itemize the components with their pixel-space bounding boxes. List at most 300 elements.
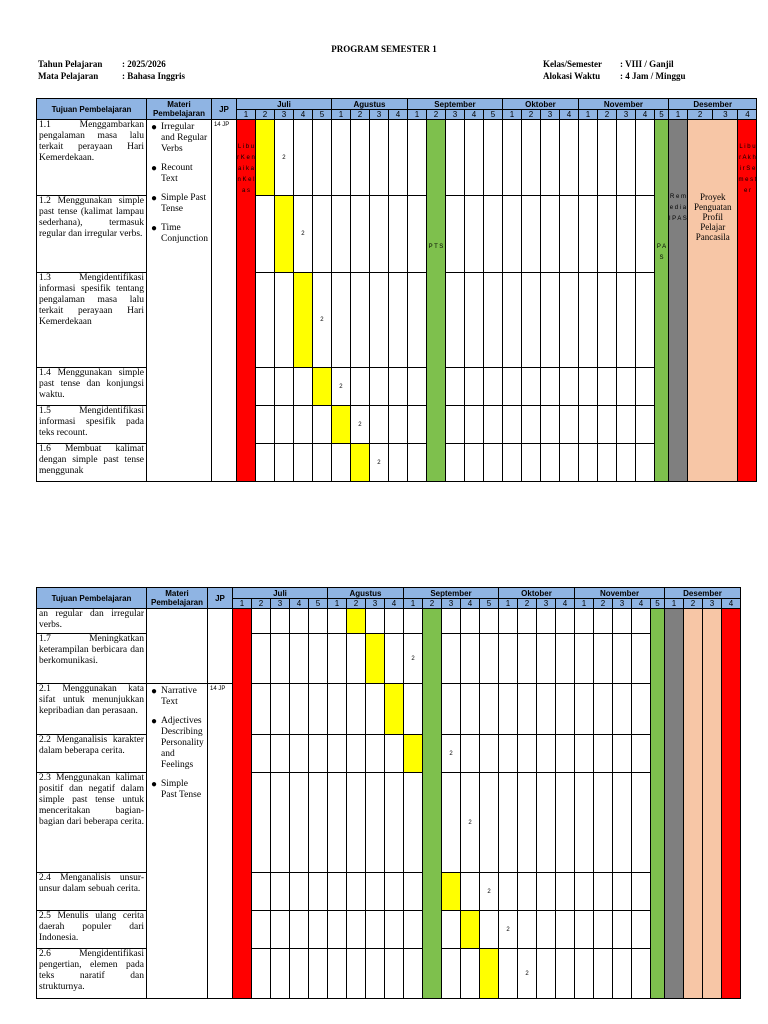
header-month: September — [407, 99, 502, 110]
header-week: 5 — [309, 599, 328, 609]
table-row — [37, 773, 741, 873]
week-cell — [594, 911, 613, 949]
materi-text: Simple Past Tense — [161, 193, 207, 214]
table-row — [37, 273, 757, 368]
header-materi: Materi Pembelajaran — [147, 588, 208, 609]
tujuan-cell — [37, 949, 147, 999]
week-cell — [464, 368, 483, 406]
week-cell — [518, 911, 537, 949]
week-cell — [635, 120, 654, 196]
header-week: 4 — [290, 599, 309, 609]
week-cell — [290, 684, 309, 735]
week-cell — [252, 873, 271, 911]
week-cell — [369, 120, 388, 196]
week-cell — [540, 368, 559, 406]
week-cell — [404, 949, 423, 999]
week-cell — [404, 873, 423, 911]
week-cell — [537, 634, 556, 684]
table-row — [37, 406, 757, 444]
week-cell — [290, 949, 309, 999]
libur-kenaikan-column-label: L i b u r K e n a i k a n K e l a s — [237, 144, 255, 194]
week-cell — [271, 609, 290, 634]
week-cell — [483, 444, 502, 482]
header-week: 3 — [366, 599, 385, 609]
week-cell — [537, 684, 556, 735]
week-cell — [385, 684, 404, 735]
week-cell — [575, 873, 594, 911]
week-cell — [597, 196, 616, 273]
week-cell — [445, 120, 464, 196]
table-row — [37, 949, 741, 999]
week-cell — [613, 735, 632, 773]
remedial-column-label: R e m e d i a l P A S — [669, 194, 687, 222]
week-cell: 2 — [461, 773, 480, 873]
tujuan-cell — [37, 444, 147, 482]
week-cell — [594, 949, 613, 999]
week-cell — [385, 609, 404, 634]
week-cell — [613, 634, 632, 684]
tujuan-text: 1.1 Menggambarkan pengalaman masa lalu terkait perayaan Hari Kemerdekaan. — [39, 120, 144, 163]
header-week: 3 — [613, 599, 632, 609]
week-cell — [442, 684, 461, 735]
week-cell — [540, 444, 559, 482]
week-cell — [252, 949, 271, 999]
header-week: 3 — [369, 110, 388, 120]
week-cell — [537, 735, 556, 773]
week-cell — [499, 949, 518, 999]
tujuan-cell — [37, 911, 147, 949]
week-cell — [578, 196, 597, 273]
week-cell — [483, 406, 502, 444]
header-month: Juli — [233, 588, 328, 599]
week-cell — [347, 911, 366, 949]
bullet-icon: ● — [150, 686, 158, 697]
header-week: 4 — [738, 110, 757, 120]
week-cell — [464, 444, 483, 482]
week-cell — [502, 444, 521, 482]
week-cell — [293, 444, 312, 482]
week-cell — [369, 196, 388, 273]
week-cell — [271, 911, 290, 949]
meta-left — [38, 59, 185, 81]
week-cell — [366, 911, 385, 949]
week-cell — [461, 634, 480, 684]
header-month: Agustus — [328, 588, 404, 599]
tujuan-cell — [37, 773, 147, 873]
tujuan-text: 1.2 Menggunakan simple past tense (kalimat lampau sederhana), termasuk regular dan irregular verbs. — [39, 196, 144, 239]
week-cell — [578, 444, 597, 482]
week-cell — [312, 120, 331, 196]
week-cell — [388, 273, 407, 368]
week-cell — [632, 634, 651, 684]
header-week: 3 — [271, 599, 290, 609]
week-cell — [328, 911, 347, 949]
week-cell — [540, 196, 559, 273]
week-cell — [518, 609, 537, 634]
week-cell — [347, 609, 366, 634]
week-cell — [366, 873, 385, 911]
header-week: 4 — [464, 110, 483, 120]
week-cell — [388, 406, 407, 444]
week-cell — [366, 735, 385, 773]
header-month: September — [404, 588, 499, 599]
week-cell — [445, 273, 464, 368]
week-cell — [594, 873, 613, 911]
week-cell — [442, 609, 461, 634]
week-cell — [635, 273, 654, 368]
week-cell — [575, 684, 594, 735]
week-cell — [559, 196, 578, 273]
header-materi: Materi Pembelajaran — [147, 99, 212, 120]
page-title: PROGRAM SEMESTER 1 — [331, 44, 437, 54]
kelas-value: : VIII / Ganjil — [620, 59, 674, 69]
week-cell — [347, 949, 366, 999]
header-week: 4 — [556, 599, 575, 609]
week-cell — [350, 368, 369, 406]
week-cell — [271, 634, 290, 684]
week-cell — [521, 196, 540, 273]
week-cell — [575, 773, 594, 873]
week-cell — [366, 949, 385, 999]
header-month: Agustus — [331, 99, 407, 110]
week-cell — [369, 273, 388, 368]
week-cell: 2 — [404, 634, 423, 684]
materi-text: Time Conjunction — [161, 223, 208, 244]
materi-text: Adjectives Describing Personality and Feelings — [161, 716, 204, 770]
week-cell — [575, 911, 594, 949]
week-cell — [461, 684, 480, 735]
week-cell: 2 — [518, 949, 537, 999]
header-week: 2 — [426, 110, 445, 120]
header-week: 3 — [274, 110, 293, 120]
header-week: 2 — [347, 599, 366, 609]
week-cell — [331, 406, 350, 444]
table-row — [37, 684, 741, 735]
week-cell — [385, 735, 404, 773]
week-cell — [255, 406, 274, 444]
header-week: 1 — [404, 599, 423, 609]
week-cell — [575, 609, 594, 634]
week-cell — [388, 120, 407, 196]
week-cell — [271, 873, 290, 911]
jp-total: 14 JP — [213, 122, 230, 128]
week-cell — [328, 773, 347, 873]
week-cell — [445, 368, 464, 406]
week-cell — [613, 873, 632, 911]
week-cell — [632, 949, 651, 999]
week-cell — [350, 444, 369, 482]
materi-text: Simple Past Tense — [161, 779, 202, 800]
proyek-column-2 — [703, 609, 722, 999]
week-cell — [290, 609, 309, 634]
week-cell — [328, 735, 347, 773]
week-cell — [252, 634, 271, 684]
week-cell — [252, 609, 271, 634]
week-cell — [309, 911, 328, 949]
bullet-icon: ● — [150, 163, 158, 174]
table-row — [37, 444, 757, 482]
week-cell — [578, 368, 597, 406]
tujuan-text: 2.1 Menggunakan kata sifat untuk menunjukkan kepribadian dan perasaan. — [39, 684, 144, 716]
tujuan-cell — [37, 735, 147, 773]
header-week: 4 — [559, 110, 578, 120]
week-cell — [461, 609, 480, 634]
week-cell — [293, 368, 312, 406]
week-cell — [366, 634, 385, 684]
week-cell — [464, 120, 483, 196]
header-week: 1 — [575, 599, 594, 609]
week-cell — [293, 406, 312, 444]
week-cell — [597, 406, 616, 444]
week-cell — [521, 120, 540, 196]
week-cell — [312, 444, 331, 482]
week-cell — [502, 368, 521, 406]
week-cell — [385, 773, 404, 873]
week-cell — [575, 949, 594, 999]
materi-item — [147, 223, 208, 245]
week-cell — [502, 196, 521, 273]
week-cell — [271, 773, 290, 873]
pts-column-label: P T S — [428, 244, 444, 250]
week-cell — [559, 444, 578, 482]
week-cell — [556, 735, 575, 773]
header-month: November — [578, 99, 668, 110]
header-week: 4 — [385, 599, 404, 609]
week-cell — [290, 634, 309, 684]
tujuan-cell — [37, 368, 147, 406]
week-cell — [464, 406, 483, 444]
week-cell — [255, 120, 274, 196]
week-cell — [252, 735, 271, 773]
week-cell — [385, 949, 404, 999]
week-cell — [407, 368, 426, 406]
week-cell — [537, 773, 556, 873]
mapel-value: : Bahasa Inggris — [122, 71, 186, 81]
week-cell — [594, 684, 613, 735]
header-week: 4 — [722, 599, 741, 609]
week-cell — [616, 368, 635, 406]
header-week: 2 — [594, 599, 613, 609]
week-cell — [597, 120, 616, 196]
week-cell — [274, 196, 293, 273]
week-cell — [540, 120, 559, 196]
week-cell — [502, 406, 521, 444]
materi-item — [147, 193, 208, 215]
header-week: 1 — [407, 110, 426, 120]
header-month: Oktober — [499, 588, 575, 599]
tujuan-text: 1.3 Mengidentifikasi informasi spesifik tentang pengalaman masa lalu terkait perayaan Hari Kemerdekaan — [39, 273, 144, 327]
week-cell — [366, 684, 385, 735]
week-cell — [388, 444, 407, 482]
week-cell — [404, 609, 423, 634]
week-cell — [442, 873, 461, 911]
materi-text: Narrative Text — [161, 686, 197, 707]
table-row — [37, 368, 757, 406]
week-cell — [385, 634, 404, 684]
week-cell — [480, 949, 499, 999]
week-cell — [442, 773, 461, 873]
kelas-label: Kelas/Semester — [543, 59, 602, 69]
week-cell — [385, 873, 404, 911]
week-cell — [404, 684, 423, 735]
week-cell — [331, 444, 350, 482]
header-week: 2 — [684, 599, 703, 609]
header-week: 3 — [537, 599, 556, 609]
week-cell — [464, 273, 483, 368]
week-cell: 2 — [499, 911, 518, 949]
header-week: 4 — [388, 110, 407, 120]
tujuan-text: 2.3 Menggunakan kalimat positif dan negatif dalam simple past tense untuk menceritakan bagian-bagian dari beberapa cerita. — [39, 773, 144, 827]
week-cell — [483, 196, 502, 273]
week-cell — [521, 406, 540, 444]
tujuan-text: 2.5 Menulis ulang cerita daerah populer dari Indonesia. — [39, 911, 144, 943]
header-week: 3 — [713, 110, 738, 120]
week-cell — [521, 444, 540, 482]
header-week: 4 — [461, 599, 480, 609]
week-cell — [312, 196, 331, 273]
materi-cell — [147, 684, 208, 999]
week-cell — [290, 873, 309, 911]
meta-right — [543, 59, 686, 81]
tujuan-text: 2.2 Menganalisis karakter dalam beberapa cerita. — [39, 735, 144, 756]
jp-total-cell — [208, 684, 233, 999]
week-cell — [328, 684, 347, 735]
week-cell — [347, 873, 366, 911]
header-week: 2 — [687, 110, 712, 120]
tujuan-cell — [37, 120, 147, 196]
week-cell — [556, 773, 575, 873]
week-cell — [556, 873, 575, 911]
week-cell — [632, 873, 651, 911]
week-cell — [328, 634, 347, 684]
week-cell — [271, 949, 290, 999]
week-cell — [480, 684, 499, 735]
week-cell — [556, 684, 575, 735]
week-cell — [407, 444, 426, 482]
header-week: 1 — [233, 599, 252, 609]
header-week: 1 — [668, 110, 687, 120]
week-cell — [293, 120, 312, 196]
jp-total-cell — [211, 120, 236, 482]
week-cell — [480, 911, 499, 949]
week-cell — [518, 735, 537, 773]
week-cell — [309, 873, 328, 911]
week-cell — [461, 949, 480, 999]
week-cell — [271, 735, 290, 773]
week-cell — [632, 773, 651, 873]
week-cell — [464, 196, 483, 273]
libur-akhir-column-label: L i b u r A k h i r S e m e s t e r — [738, 144, 757, 194]
table-row — [37, 735, 741, 773]
week-cell — [521, 273, 540, 368]
remedial-column — [668, 120, 687, 482]
header-week: 3 — [703, 599, 722, 609]
week-cell — [559, 273, 578, 368]
week-cell — [312, 368, 331, 406]
header-week: 2 — [521, 110, 540, 120]
week-cell — [537, 949, 556, 999]
week-cell — [255, 196, 274, 273]
bullet-icon: ● — [150, 122, 158, 133]
materi-item — [147, 163, 208, 185]
week-cell — [616, 273, 635, 368]
week-cell — [328, 609, 347, 634]
week-cell — [274, 273, 293, 368]
alokasi-label: Alokasi Waktu — [543, 71, 601, 81]
header-week: 5 — [654, 110, 668, 120]
week-cell — [613, 911, 632, 949]
week-cell — [613, 609, 632, 634]
header-week: 2 — [252, 599, 271, 609]
week-cell — [445, 196, 464, 273]
week-cell — [578, 273, 597, 368]
header-week: 1 — [236, 110, 255, 120]
week-cell — [290, 773, 309, 873]
tujuan-cell — [37, 609, 147, 634]
week-cell — [309, 684, 328, 735]
materi-item — [147, 779, 204, 801]
week-cell — [499, 684, 518, 735]
week-cell — [518, 634, 537, 684]
week-cell — [407, 406, 426, 444]
week-cell — [290, 735, 309, 773]
materi-item — [147, 686, 204, 708]
week-cell — [385, 911, 404, 949]
week-cell — [540, 406, 559, 444]
tujuan-cell — [37, 684, 147, 735]
pts-column — [426, 120, 445, 482]
week-cell — [442, 949, 461, 999]
week-cell — [613, 684, 632, 735]
header-jp: JP — [211, 99, 236, 120]
week-cell — [255, 444, 274, 482]
week-cell — [350, 196, 369, 273]
table-row — [37, 911, 741, 949]
week-cell — [347, 773, 366, 873]
week-cell — [613, 949, 632, 999]
tujuan-cell — [37, 873, 147, 911]
week-cell — [255, 368, 274, 406]
week-cell: 2 — [331, 368, 350, 406]
bullet-icon: ● — [150, 716, 158, 727]
week-cell — [328, 949, 347, 999]
week-cell — [274, 444, 293, 482]
week-cell — [499, 773, 518, 873]
week-cell — [556, 634, 575, 684]
week-cell — [499, 609, 518, 634]
week-cell — [597, 273, 616, 368]
week-cell — [559, 406, 578, 444]
week-cell — [597, 444, 616, 482]
week-cell — [632, 911, 651, 949]
remedial-column — [665, 609, 684, 999]
header-week: 4 — [635, 110, 654, 120]
table-row — [37, 609, 741, 634]
header-week: 4 — [293, 110, 312, 120]
tujuan-cell — [37, 273, 147, 368]
week-cell — [556, 609, 575, 634]
week-cell — [635, 406, 654, 444]
proyek-label: Proyek Penguatan Profil Pelajar Pancasila — [693, 192, 732, 242]
week-cell — [309, 634, 328, 684]
proyek-column — [687, 120, 738, 482]
week-cell — [635, 368, 654, 406]
week-cell — [540, 273, 559, 368]
week-cell — [461, 873, 480, 911]
header-week: 5 — [483, 110, 502, 120]
libur-akhir-column — [722, 609, 741, 999]
tujuan-text: 2.4 Menganalisis unsur-unsur dalam sebuah cerita. — [39, 873, 144, 894]
